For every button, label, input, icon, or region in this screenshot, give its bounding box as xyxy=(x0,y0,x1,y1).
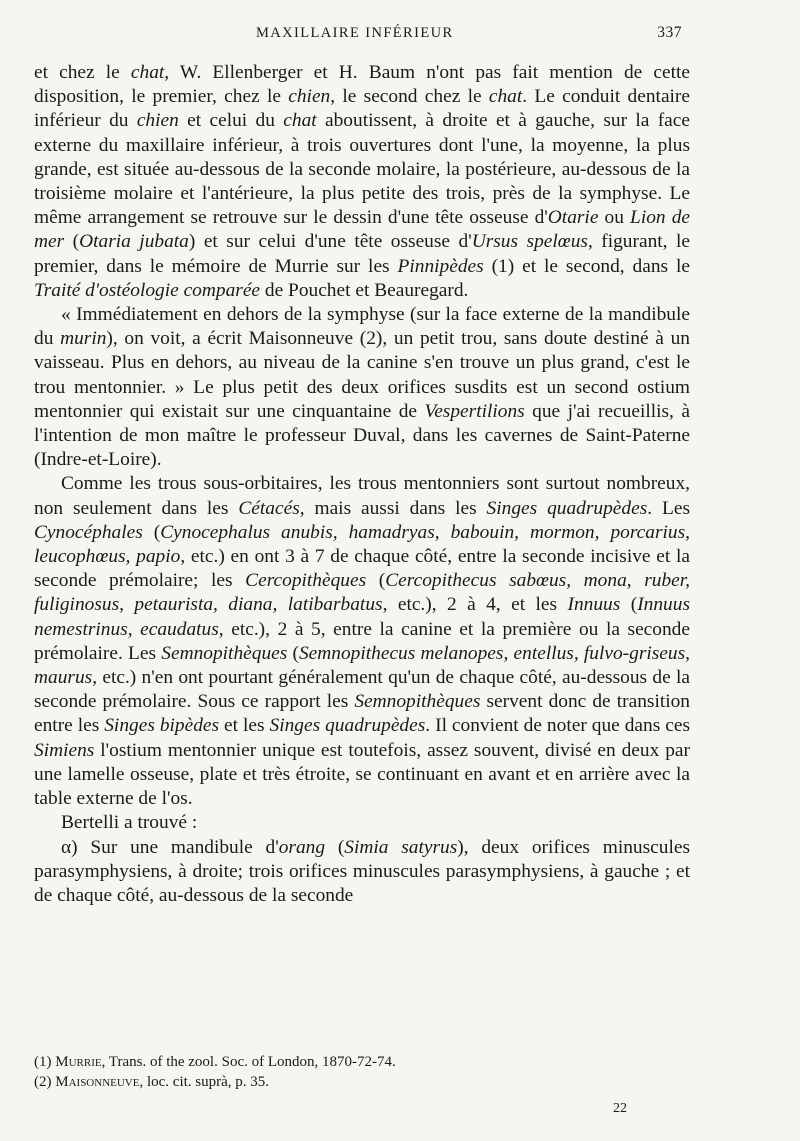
footnotes xyxy=(34,1052,690,1092)
signature-mark: 22 xyxy=(613,1101,627,1116)
body-text xyxy=(34,61,690,908)
paragraph-5: α) Sur une mandibule d'orang (Simia satyrus), deux orifices minuscules parasymphysiens, à droite; trois orifices minuscules parasymphysiens, à gauche ; et de chaque côté, au-dessous de la seconde xyxy=(34,836,691,906)
paragraph-1: et chez le chat, W. Ellenberger et H. Baum n'ont pas fait mention de cette disposition, le premier, chez le chien, le second chez le chat. Le conduit dentaire inférieur du chien et celui du chat aboutissent, à droite et à gauche, sur la face externe du maxillaire inférieur, à trois ouvertures dont l'une, la moyenne, la plus grande, est située au-dessous de la seconde molaire, la postérieure, au-dessous de la troisième molaire et l'antérieure, la plus petite des trois, près de la symphyse. Le même arrangement se retrouve sur le dessin d'une tête osseuse d'Otarie ou Lion de mer (Otaria jubata) et sur celui d'une tête osseuse d'Ursus spelœus, figurant, le premier, dans le mémoire de Murrie sur les Pinnipèdes (1) et le second, dans le Traité d'ostéologie comparée de Pouchet et Beauregard. xyxy=(34,62,690,301)
footnote-2: (2) Maisonneuve, loc. cit. suprà, p. 35. xyxy=(34,1074,270,1090)
page-number: 337 xyxy=(657,24,682,41)
paragraph-4: Bertelli a trouvé : xyxy=(61,812,198,834)
running-title: MAXILLAIRE INFÉRIEUR xyxy=(256,25,454,41)
footnote-1: (1) Murrie, Trans. of the zool. Soc. of London, 1870-72-74. xyxy=(34,1054,396,1070)
running-head xyxy=(34,24,682,44)
paragraph-3: Comme les trous sous-orbitaires, les trous mentonniers sont surtout nombreux, non seulement dans les Cétacés, mais aussi dans les Singes quadrupèdes. Les Cynocéphales (Cynocephalus anubis, hamadryas, babouin, mormon, porcarius, leucophœus, papio, etc.) en ont 3 à 7 de chaque côté, entre la seconde incisive et la seconde prémolaire; les Cercopithèques (Cercopithecus sabœus, mona, ruber, fuliginosus, petaurista, diana, latibarbatus, etc.), 2 à 4, et les Innuus (Innuus nemestrinus, ecaudatus, etc.), 2 à 5, entre la canine et la première ou la seconde prémolaire. Les Semnopithèques (Semnopithecus melanopes, entellus, fulvo-griseus, maurus, etc.) n'en ont pourtant généralement qu'un de chaque côté, au-dessous de la seconde prémolaire. Sous ce rapport les Semnopithèques servent donc de transition entre les Singes bipèdes et les Singes quadrupèdes. Il convient de noter que dans ces Simiens l'ostium mentonnier unique est toutefois, assez souvent, divisé en deux par une lamelle osseuse, plate et très étroite, se continuant en avant et en arrière avec la table externe de l'os. xyxy=(34,473,691,810)
paragraph-2: « Immédiatement en dehors de la symphyse (sur la face externe de la mandibule du murin), on voit, a écrit Maisonneuve (2), un petit trou, sans doute destiné à un vaisseau. Plus en dehors, au niveau de la canine s'en trouve un plus grand, c'est le trou mentonnier. » Le plus petit des deux orifices susdits est un second ostium mentonnier qui existait sur une cinquantaine de Vespertilions que j'ai recueillis, à l'intention de mon maître le professeur Duval, dans les cavernes de Saint-Paterne (Indre-et-Loire). xyxy=(34,304,690,471)
